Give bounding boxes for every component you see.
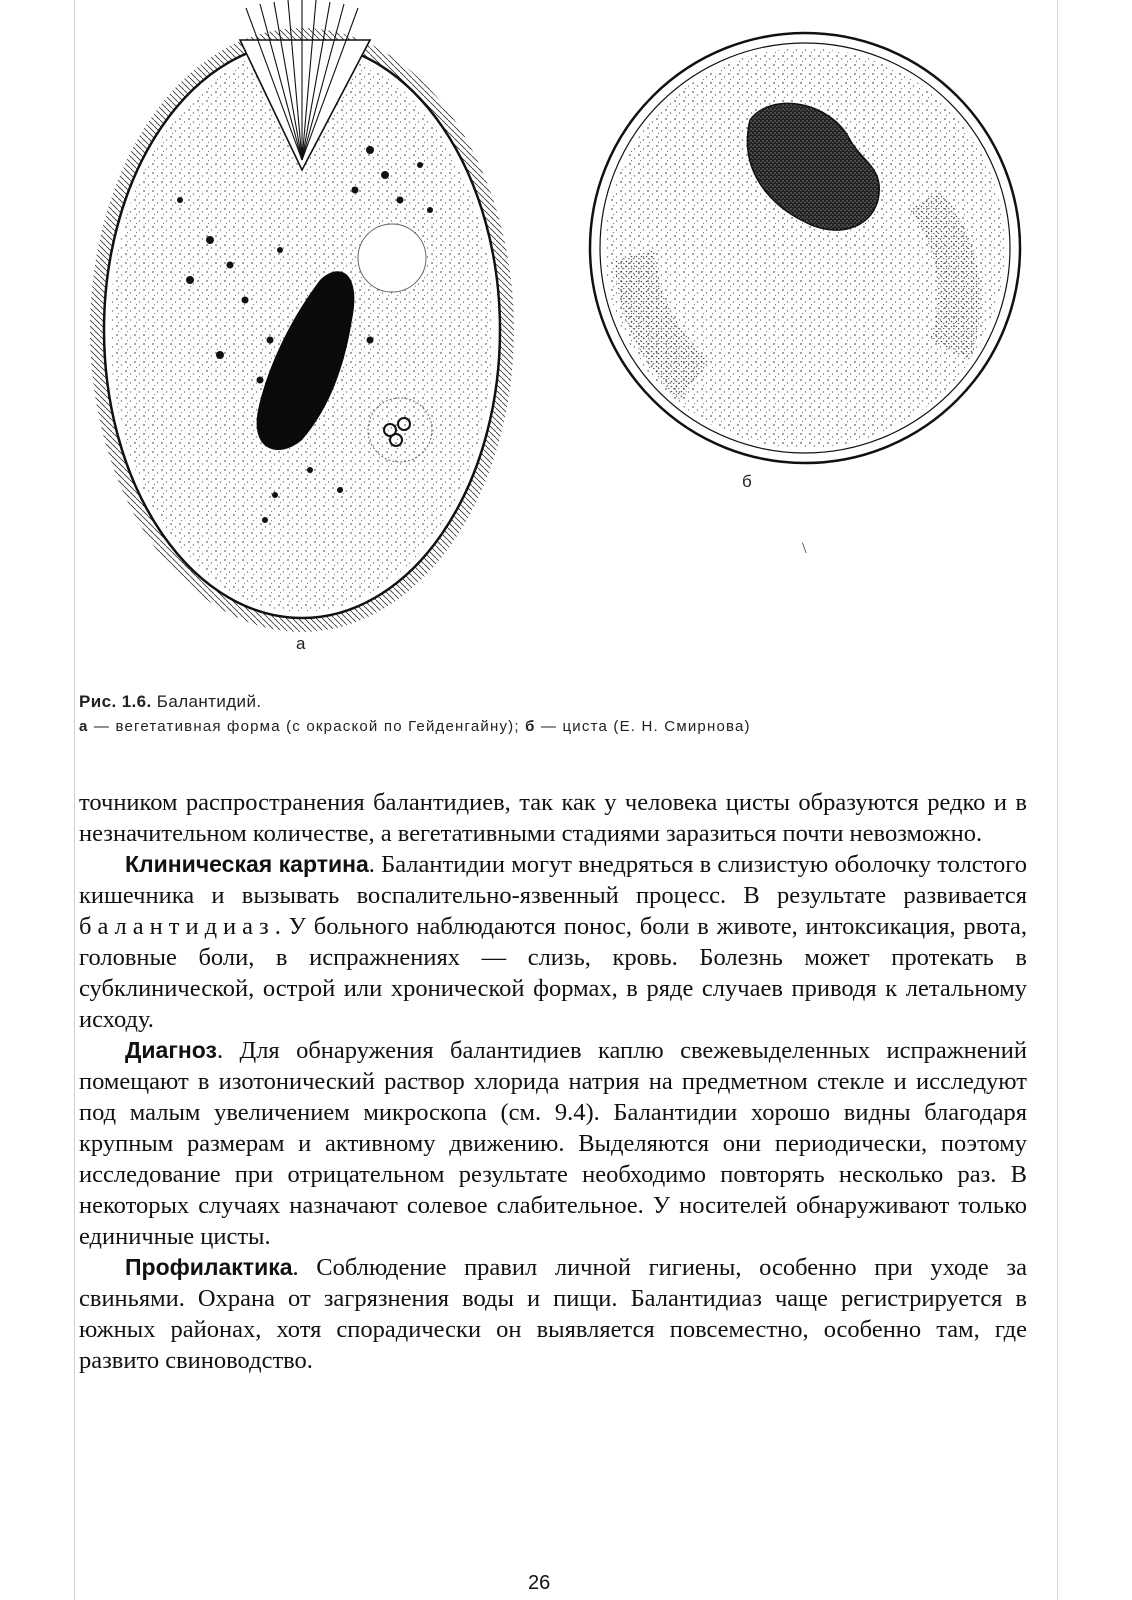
cyst-drawing xyxy=(590,33,1020,463)
caption-figure-title: Балантидий. xyxy=(156,692,262,711)
figure-balantidium xyxy=(70,0,1050,680)
page-edge-right xyxy=(1057,0,1058,1600)
stray-mark: \ xyxy=(802,540,807,557)
caption-title-line xyxy=(79,692,1039,712)
prevention-text: . Соблюдение правил личной гигиены, особенно при уходе за свиньями. Охрана от загрязнения воды и пищи. Балантидиаз чаще регистрируется в южных районах, хотя спорадически он выявляется повсеместно, особенно там, где развито свиноводство. xyxy=(79,1254,1027,1374)
figure-label-a: а xyxy=(296,634,306,653)
body-text xyxy=(79,787,1027,1376)
paragraph-continuation: точником распространения балантидиев, так как у человека цисты образуются редко и в незначительном количестве, а вегетативными стадиями заразиться почти невозможно. xyxy=(79,789,1027,847)
caption-b-text: — циста (Е. Н. Смирнова) xyxy=(535,718,751,735)
figure-caption xyxy=(79,692,1039,735)
contractile-vacuole xyxy=(358,224,426,292)
term-balantidiasis: балантидиаз xyxy=(79,913,275,940)
caption-legend-line xyxy=(79,718,1039,735)
clinical-text-a: . Балантидии могут внедряться в слизистую оболочку толстого кишечника и вызывать воспалительно-язвенный процесс. В результате развивается xyxy=(79,851,1027,909)
caption-a-text: — вегетативная форма (с окраской по Гейденгайну); xyxy=(88,718,526,735)
figure-label-b: б xyxy=(742,472,752,491)
figure-illustration xyxy=(70,0,1050,680)
paragraph-diagnosis xyxy=(79,1035,1027,1252)
caption-b-letter: б xyxy=(525,718,536,735)
caption-figure-number: Рис. 1.6. xyxy=(79,692,152,711)
vegetative-form-drawing xyxy=(90,0,514,632)
page-number: 26 xyxy=(528,1572,551,1594)
heading-diagnosis: Диагноз xyxy=(125,1037,217,1063)
heading-clinical-picture: Клиническая картина xyxy=(125,851,369,877)
paragraph-clinical-picture xyxy=(79,849,1027,1035)
paragraph-prevention xyxy=(79,1252,1027,1376)
heading-prevention: Профилактика xyxy=(125,1254,293,1280)
diagnosis-text: . Для обнаружения балантидиев каплю свежевыделенных испражнений помещают в изотонический раствор хлорида натрия на предметном стекле и исследуют под малым увеличением микроскопа (см. 9.4). Балантидии хорошо видны благодаря крупным размерам и активному движению. Выделяются они периодически, поэтому исследование при отрицательном результате необходимо повторять несколько раз. В некоторых случаях назначают солевое слабительное. У носителей обнаруживают только единичные цисты. xyxy=(79,1037,1027,1250)
clinical-text-b: . У больного наблюдаются понос, боли в животе, интоксикация, рвота, головные боли, в испражнениях — слизь, кровь. Болезнь может протекать в субклинической, острой или хронической формах, в ряде случаев приводя к летальному исходу. xyxy=(79,913,1027,1033)
caption-a-letter: а xyxy=(79,718,89,735)
